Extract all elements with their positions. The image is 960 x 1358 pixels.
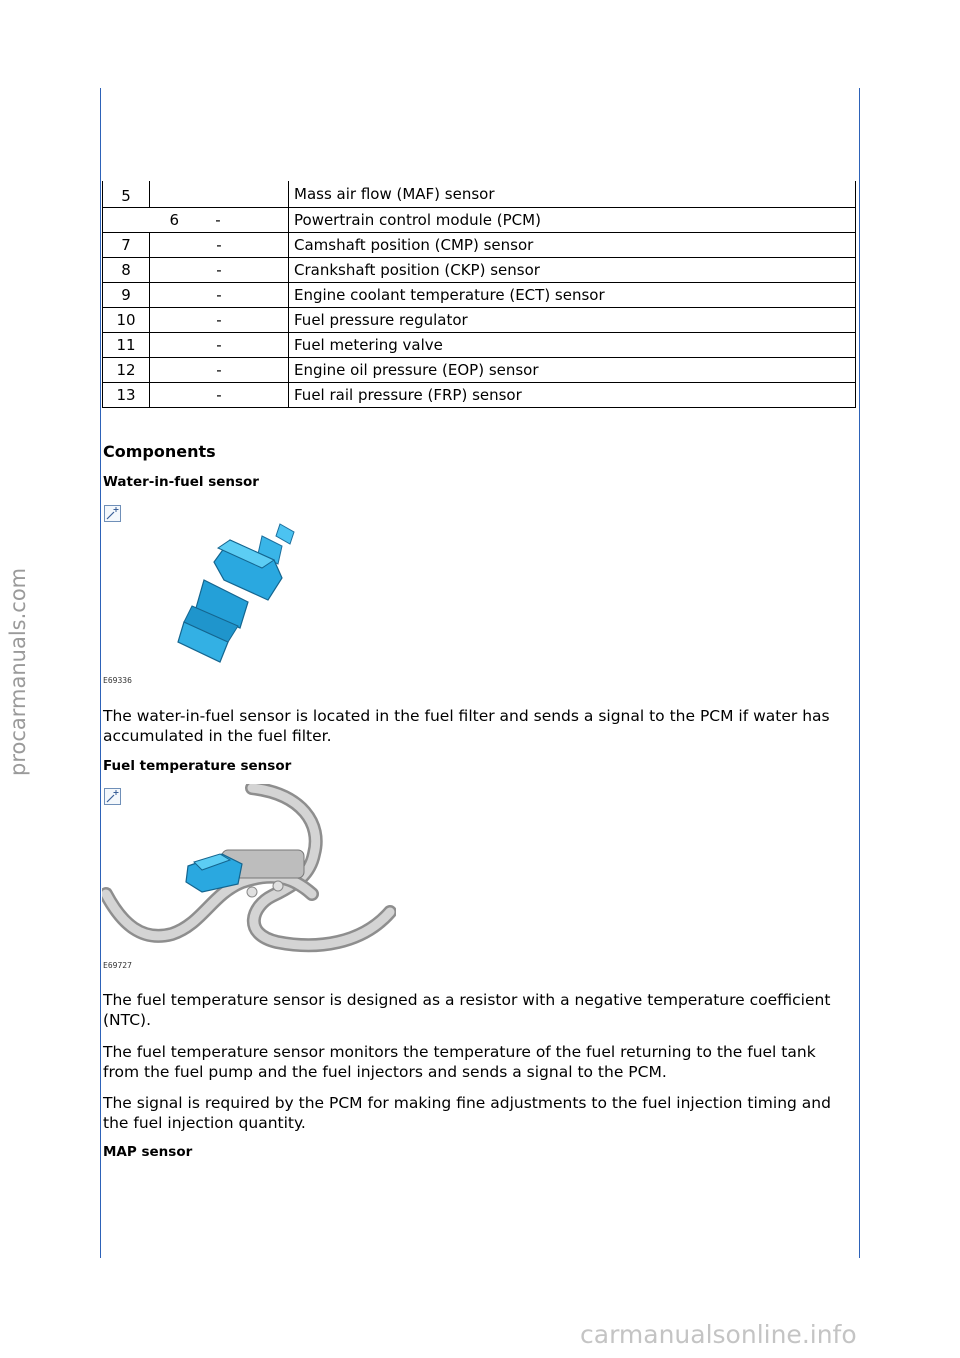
legend-dash: - <box>150 258 289 283</box>
legend-number: 10 <box>103 308 150 333</box>
zoom-icon[interactable] <box>104 505 121 522</box>
legend-number: 11 <box>103 333 150 358</box>
legend-description: Crankshaft position (CKP) sensor <box>289 258 856 283</box>
legend-number: 12 <box>103 358 150 383</box>
legend-description: Engine coolant temperature (ECT) sensor <box>289 283 856 308</box>
table-row <box>103 181 856 208</box>
page-right-rule <box>859 88 860 1258</box>
legend-description: Fuel metering valve <box>289 333 856 358</box>
figure-label: E69336 <box>103 676 132 685</box>
figure-label: E69727 <box>103 961 132 970</box>
legend-dash: - <box>150 308 289 333</box>
water-in-fuel-text: The water-in-fuel sensor is located in the fuel filter and sends a signal to the PCM if water has accumulated in the fuel filter. <box>103 707 830 745</box>
legend-number: 8 <box>103 258 150 283</box>
components-heading: Components <box>103 442 216 461</box>
fuel-temperature-text-2: The fuel temperature sensor monitors the temperature of the fuel returning to the fuel tank from the fuel pump and the fuel injectors and sends a signal to the PCM. <box>103 1043 816 1081</box>
legend-number: 6 <box>169 211 179 229</box>
fuel-temperature-heading: Fuel temperature sensor <box>103 758 292 774</box>
table-row <box>103 383 856 408</box>
legend-number: 9 <box>103 283 150 308</box>
page-left-rule <box>100 88 101 1258</box>
table-row <box>103 308 856 333</box>
legend-dash: - <box>150 233 289 258</box>
water-in-fuel-sensor-image <box>170 518 310 666</box>
legend-description: Engine oil pressure (EOP) sensor <box>289 358 856 383</box>
legend-description: Fuel pressure regulator <box>289 308 856 333</box>
legend-dash: - <box>215 211 221 229</box>
legend-dash: - <box>150 333 289 358</box>
map-sensor-heading: MAP sensor <box>103 1144 193 1160</box>
legend-description: Fuel rail pressure (FRP) sensor <box>289 383 856 408</box>
legend-number: 13 <box>103 383 150 408</box>
legend-description: Mass air flow (MAF) sensor <box>289 181 856 208</box>
zoom-icon-graphic <box>105 506 120 521</box>
table-row <box>103 333 856 358</box>
legend-dash: - <box>150 358 289 383</box>
side-watermark: procarmanuals.com <box>6 567 30 776</box>
legend-table <box>102 181 856 408</box>
table-row <box>103 233 856 258</box>
fuel-temperature-text-3: The signal is required by the PCM for making fine adjustments to the fuel injection timing and the fuel injection quantity. <box>103 1094 831 1132</box>
legend-number: 7 <box>103 233 150 258</box>
legend-dash <box>150 181 289 208</box>
legend-dash: - <box>150 383 289 408</box>
table-row <box>103 258 856 283</box>
legend-dash: - <box>150 283 289 308</box>
water-in-fuel-heading: Water-in-fuel sensor <box>103 474 259 490</box>
table-row <box>103 358 856 383</box>
legend-description: Camshaft position (CMP) sensor <box>289 233 856 258</box>
table-row <box>103 208 856 233</box>
legend-number-cell <box>103 208 289 233</box>
table-row <box>103 283 856 308</box>
bottom-watermark: carmanualsonline.info <box>580 1320 857 1349</box>
legend-number: 5 <box>103 181 150 208</box>
legend-description: Powertrain control module (PCM) <box>289 208 856 233</box>
fuel-temperature-sensor-image <box>102 784 396 954</box>
fuel-temperature-text-1: The fuel temperature sensor is designed as a resistor with a negative temperature coefficient (NTC). <box>103 991 831 1029</box>
